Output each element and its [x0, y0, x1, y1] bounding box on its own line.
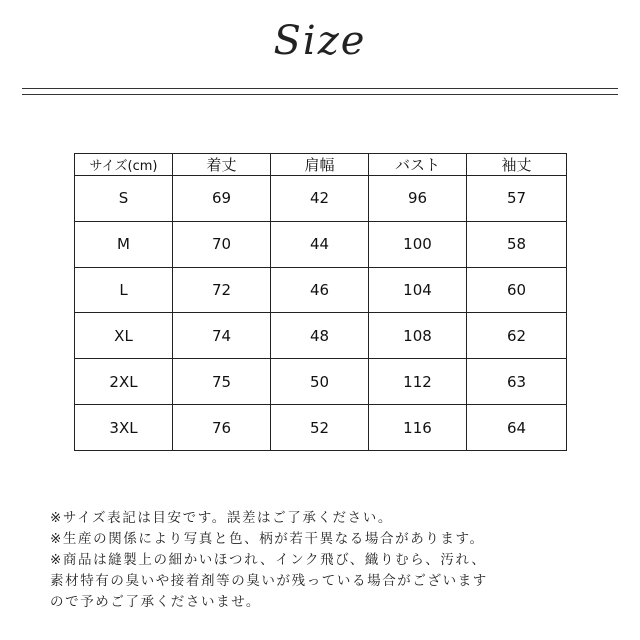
sleeve-value: 63: [467, 359, 567, 405]
note-line: ので予めご了承くださいませ。: [50, 594, 261, 610]
size-label: 3XL: [75, 405, 173, 451]
sleeve-value: 64: [467, 405, 567, 451]
size-label: S: [75, 176, 173, 222]
shoulder-value: 44: [271, 221, 369, 267]
table-row: [75, 405, 567, 451]
table-row: [75, 176, 567, 222]
length-value: 76: [173, 405, 271, 451]
note-line: ※サイズ表記は目安です。誤差はご了承ください。: [50, 510, 393, 526]
note-line: ※生産の関係により写真と色、柄が若干異なる場合があります。: [50, 531, 485, 547]
table-row: [75, 359, 567, 405]
sleeve-value: 58: [467, 221, 567, 267]
bust-value: 104: [369, 267, 467, 313]
header-shoulder: 肩幅: [271, 154, 369, 176]
table-row: [75, 221, 567, 267]
shoulder-value: 42: [271, 176, 369, 222]
sleeve-value: 57: [467, 176, 567, 222]
notes-block: [50, 508, 630, 613]
bust-value: 116: [369, 405, 467, 451]
note-line: ※商品は縫製上の細かいほつれ、インク飛び、織りむら、汚れ、: [50, 552, 487, 568]
bust-value: 96: [369, 176, 467, 222]
size-label: 2XL: [75, 359, 173, 405]
length-value: 75: [173, 359, 271, 405]
size-label: M: [75, 221, 173, 267]
size-label: XL: [75, 313, 173, 359]
size-label: L: [75, 267, 173, 313]
length-value: 74: [173, 313, 271, 359]
header-size-cm: サイズ(cm): [75, 154, 173, 176]
page-title: Size: [273, 18, 367, 64]
title-divider-bottom: [22, 94, 618, 95]
shoulder-value: 50: [271, 359, 369, 405]
title-divider-top: [22, 88, 618, 89]
header-bust: バスト: [369, 154, 467, 176]
shoulder-value: 46: [271, 267, 369, 313]
size-table: [74, 153, 567, 451]
header-sleeve: 袖丈: [467, 154, 567, 176]
table-row: [75, 267, 567, 313]
length-value: 70: [173, 221, 271, 267]
bust-value: 108: [369, 313, 467, 359]
bust-value: 100: [369, 221, 467, 267]
sleeve-value: 60: [467, 267, 567, 313]
table-header-row: [75, 154, 567, 176]
length-value: 69: [173, 176, 271, 222]
shoulder-value: 48: [271, 313, 369, 359]
header-length: 着丈: [173, 154, 271, 176]
bust-value: 112: [369, 359, 467, 405]
table-row: [75, 313, 567, 359]
length-value: 72: [173, 267, 271, 313]
shoulder-value: 52: [271, 405, 369, 451]
sleeve-value: 62: [467, 313, 567, 359]
note-line: 素材特有の臭いや接着剤等の臭いが残っている場合がございます: [50, 573, 488, 589]
